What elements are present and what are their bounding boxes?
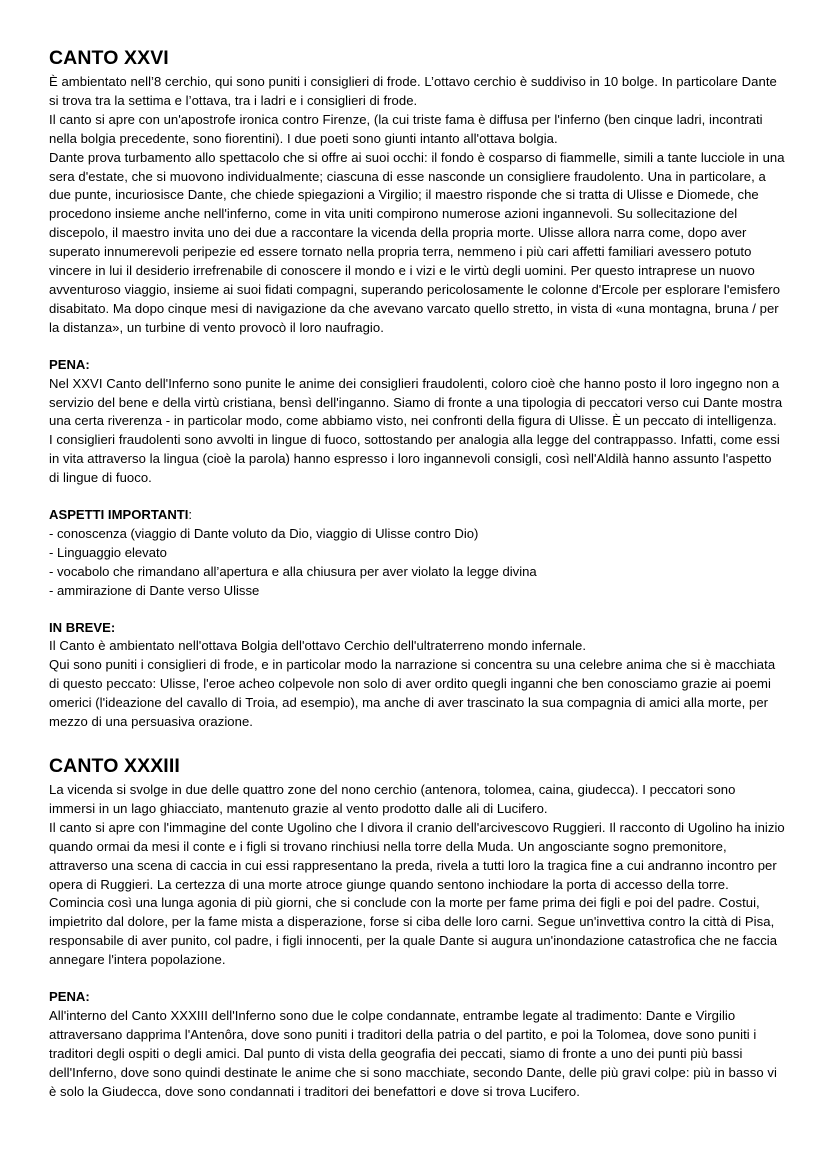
canto-33-intro-paragraph: Il canto si apre con l'immagine del conte Ugolino che l divora il cranio dell'arcivescovo Ruggieri. Il racconto di Ugolino ha inizio quando ormai da mesi il conte e i figli si trovano rinchiusi nella torre della Muda. Un angosciante sogno premonitore, attraverso una scena di caccia in cui essi rappresentano la preda, rivela a tutti loro la tragica fine a cui andranno incontro per opera di Ruggieri. La certezza di una morte atroce giunge quando sentono inchiodare la porta di accesso della torre. Comincia così una lunga agonia di più giorni, che si conclude con la morte per fame prima dei figli e poi del padre. Costui, impietrito dal dolore, per la fame mista a disperazione, forse si ciba delle loro carni. Segue un'invettiva contro la città di Pisa, responsabile di aver punito, col padre, i figli innocenti, per la quale Dante si augura un'inondazione catastrofica che ne faccia annegare l'intera popolazione. [49, 819, 785, 968]
canto-33-section [49, 754, 785, 1102]
canto-26-breve-paragraph: Il Canto è ambientato nell'ottava Bolgia dell'ottavo Cerchio dell'ultraterreno mondo infernale. [49, 638, 587, 654]
canto-26-breve-paragraph: Qui sono puniti i consiglieri di frode, e in particolar modo la narrazione si concentra su una celebre anima che si è macchiata di questo peccato: Ulisse, l'eroe acheo colpevole non solo di aver ordito quegli inganni che ben conosciamo grazie ai poemi omerici (l'ideazione del cavallo di Troia, ad esempio), ma anche di aver trascinato la sua compagnia di amici alla morte, per mezzo di una persuasiva orazione. [49, 657, 776, 730]
canto-26-intro-paragraph: Dante prova turbamento allo spettacolo che si offre ai suoi occhi: il fondo è cosparso di fiammelle, simili a tante lucciole in una sera d'estate, che si muovono individualmente; ciascuna di esse nasconde un consigliere fraudolento. Una in particolare, a due punte, incuriosisce Dante, che chiede spiegazioni a Virgilio; il maestro risponde che si tratta di Ulisse e Diomede, che procedono insieme anche nell'inferno, come in vita uniti compirono numerose azioni ingannevoli. Su sollecitazione del discepolo, il maestro invita uno dei due a raccontare la vicenda della propria morte. Ulisse allora narra come, dopo aver superato innumerevoli peripezie ed essere tornato nella propria terra, nemmeno i più cari affetti familiari avessero potuto vincere in lui il desiderio irrefrenabile di conoscere il mondo e i vizi e le virtù degli uomini. Per questo intraprese un nuovo avventuroso viaggio, insieme ai suoi fidati compagni, superando pericolosamente le colonne d'Ercole per esplorare l'emisfero disabitato. Ma dopo cinque mesi di navigazione da che avevano varcato quello stretto, in vista di «una montagna, bruna / per la distanza», un turbine di vento provocò il loro naufragio. [49, 149, 785, 335]
canto-26-pena-heading: PENA: [49, 356, 90, 372]
list-item: - vocabolo che rimandano all’apertura e alla chiusura per aver violato la legge divina [49, 563, 537, 579]
aspetti-heading-text: ASPETTI IMPORTANTI [49, 507, 189, 523]
canto-26-aspetti-heading [49, 506, 785, 525]
canto-26-title: CANTO XXVI [49, 47, 169, 69]
canto-26-pena-paragraph: Nel XXVI Canto dell'Inferno sono punite le anime dei consiglieri fraudolenti, coloro cioè che hanno posto il loro ingegno non a servizio del bene e della virtù cristiana, bensì dell'inganno. Siamo di fronte a una tipologia di peccatori verso cui Dante mostra una certa riverenza - in particolar modo, come abbiamo visto, nei confronti della figura di Ulisse. È un peccato di intelligenza. [49, 375, 783, 429]
aspetti-list [49, 525, 785, 601]
aspetti-heading-colon: : [188, 507, 193, 523]
list-item: - Linguaggio elevato [49, 544, 167, 560]
list-item: - conoscenza (viaggio di Dante voluto da Dio, viaggio di Ulisse contro Dio) [49, 525, 479, 541]
canto-26-breve-heading: IN BREVE: [49, 619, 116, 635]
document-page [49, 46, 785, 1102]
canto-33-pena-paragraph: All'interno del Canto XXXIII dell'Inferno sono due le colpe condannate, entrambe legate al tradimento: Dante e Virgilio attraversano dapprima l'Antenôra, dove sono puniti i traditori della patria o del partito, e poi la Tolomea, dove sono puniti i traditori degli ospiti o degli amici. Dal punto di vista della geografia dei peccati, siamo di fronte a uno dei punti più bassi dell'Inferno, dove sono quindi destinate le anime che si sono macchiate, secondo Dante, delle più gravi colpe: più in basso vi è solo la Giudecca, dove sono condannati i traditori dei benefattori e dove si trova Lucifero. [49, 1007, 777, 1099]
canto-26-pena-paragraph: I consiglieri fraudolenti sono avvolti in lingue di fuoco, sottostando per analogia alla legge del contrappasso. Infatti, come essi in vita attraverso la lingua (cioè la parola) hanno espresso i loro ingannevoli consigli, così nell'Aldilà hanno assunto l'aspetto di lingue di fuoco. [49, 432, 780, 486]
canto-26-intro-paragraph: È ambientato nell’8 cerchio, qui sono puniti i consiglieri di frode. L’ottavo cerchio è suddiviso in 10 bolge. In particolare Dante si trova tra la settima e l’ottava, tra i ladri e i consiglieri di frode. [49, 74, 777, 108]
canto-33-title: CANTO XXXIII [49, 755, 180, 777]
canto-33-pena-heading: PENA: [49, 989, 90, 1005]
canto-26-section [49, 46, 785, 732]
canto-33-intro-paragraph: La vicenda si svolge in due delle quattro zone del nono cerchio (antenora, tolomea, caina, giudecca). I peccatori sono immersi in un lago ghiacciato, mantenuto grazie al vento prodotto dalle ali di Lucifero. [49, 782, 736, 816]
list-item: - ammirazione di Dante verso Ulisse [49, 582, 260, 598]
canto-26-intro-paragraph: Il canto si apre con un'apostrofe ironica contro Firenze, (la cui triste fama è diffusa per l'inferno (ben cinque ladri, incontrati nella bolgia precedente, sono fiorentini). I due poeti sono giunti intanto all'ottava bolgia. [49, 111, 763, 146]
